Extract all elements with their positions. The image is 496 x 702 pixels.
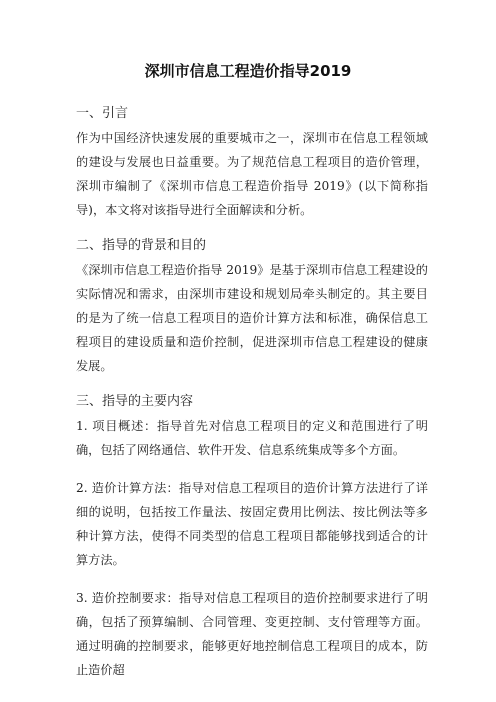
section-main-content <box>76 392 428 682</box>
section-introduction <box>76 104 428 222</box>
section-heading: 二、指导的背景和目的 <box>76 238 207 253</box>
section-heading: 一、引言 <box>76 106 129 121</box>
section-heading: 三、指导的主要内容 <box>76 394 194 409</box>
document-title: 深圳市信息工程造价指导2019 <box>144 62 352 80</box>
list-item: 3. 造价控制要求：指导对信息工程项目的造价控制要求进行了明确，包括了预算编制、合同管理、变更控制、支付管理等方面。通过明确的控制要求，能够更好地控制信息工程项目的成本，防止造价超 <box>76 591 428 677</box>
document-body <box>76 104 428 682</box>
section-paragraph: 《深圳市信息工程造价指导 2019》是基于深圳市信息工程建设的实际情况和需求，由深圳市建设和规划局牵头制定的。其主要目的是为了统一信息工程项目的造价计算方法和标准，确保信息工程项目的建设质量和造价控制，促进深圳市信息工程建设的健康发展。 <box>76 263 428 373</box>
section-paragraph: 作为中国经济快速发展的重要城市之一，深圳市在信息工程领域的建设与发展也日益重要。为了规范信息工程项目的造价管理，深圳市编制了《深圳市信息工程造价指导 2019》(以下简称指导)，本文将对该指导进行全面解读和分析。 <box>76 131 428 217</box>
section-background <box>76 236 428 378</box>
list-item: 2. 造价计算方法：指导对信息工程项目的造价计算方法进行了详细的说明，包括按工作量法、按固定费用比例法、按比例法等多种计算方法，使得不同类型的信息工程项目都能够找到适合的计算方法。 <box>76 481 428 567</box>
list-item: 1. 项目概述：指导首先对信息工程项目的定义和范围进行了明确，包括了网络通信、软件开发、信息系统集成等多个方面。 <box>76 419 428 457</box>
